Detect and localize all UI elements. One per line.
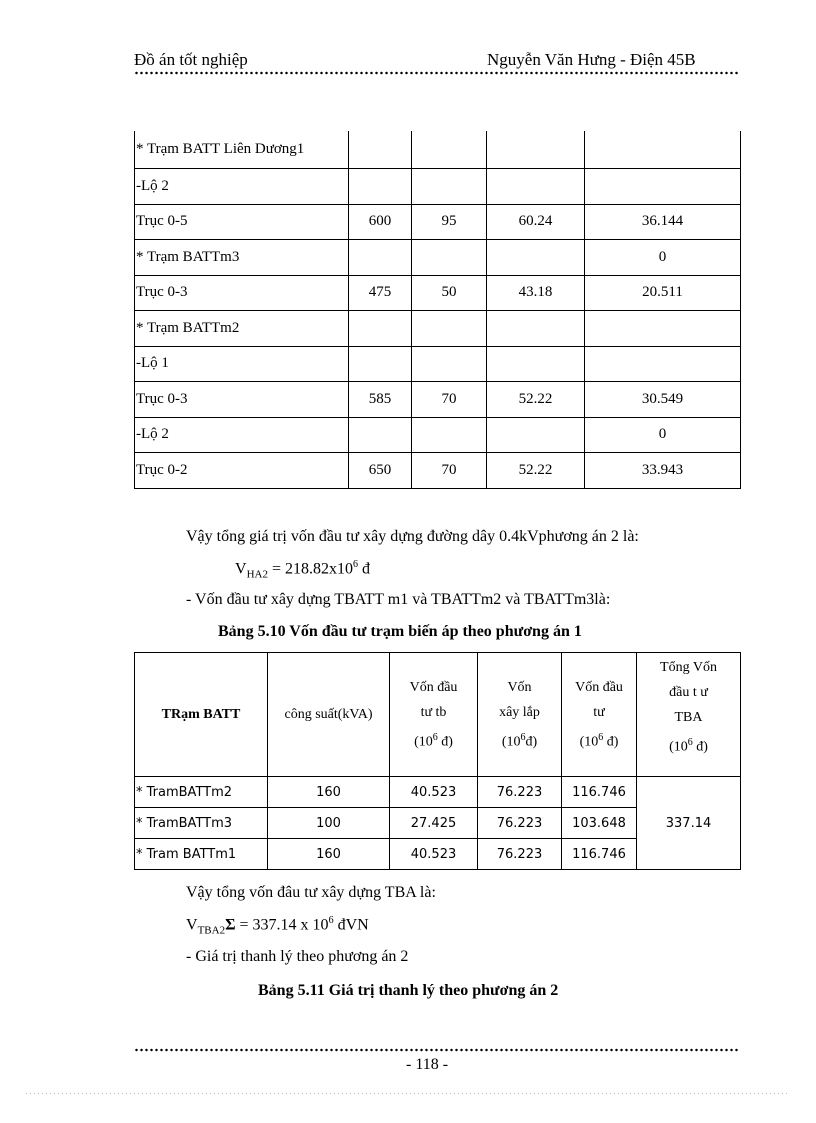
total-tba-text: Vậy tổng vốn đâu tư xây dựng TBA là:: [186, 884, 436, 901]
row-tb: 40.523: [390, 839, 478, 870]
row-grand-empty: [637, 839, 741, 870]
cell-c1: 475: [349, 275, 412, 311]
cell-c4: 0: [585, 417, 741, 453]
cell-c1: [349, 240, 412, 276]
cell-c4: [585, 311, 741, 347]
table-row: [135, 453, 741, 489]
table-row: [135, 204, 741, 240]
footer-dotted-rule: [134, 1048, 740, 1052]
page-bottom-edge: [26, 1093, 790, 1094]
row-total: 103.648: [562, 808, 637, 839]
cell-label: * Trạm BATT Liên Dương1: [135, 131, 349, 169]
cell-c2: [412, 131, 487, 169]
row-name: * TramBATTm3: [135, 808, 268, 839]
row-total: 116.746: [562, 839, 637, 870]
header-right-author: Nguyễn Văn Hưng - Điện 45B: [487, 50, 696, 69]
header-dotted-rule: [134, 71, 740, 75]
cell-c4: [585, 131, 741, 169]
cell-c1: [349, 169, 412, 205]
table-row: [135, 777, 741, 808]
header-cong-suat: công suất(kVA): [268, 653, 390, 777]
vtba2-formula: $V_{TBA2}\Sigma = 337.14$ x $10^6$ đVN: [186, 915, 369, 937]
cell-c2: [412, 311, 487, 347]
cell-c3: [487, 169, 585, 205]
header-von-xay-lap: Vốn xây lắp $(10^6đ)$: [478, 653, 562, 777]
cell-label: Trục 0-2: [135, 453, 349, 489]
table-row: [135, 169, 741, 205]
table-row: [135, 131, 741, 169]
table-caption-5-10: Bảng 5.10 Vốn đầu tư trạm biến áp theo phương án 1: [218, 623, 582, 640]
cell-c4: 33.943: [585, 453, 741, 489]
row-total: 116.746: [562, 777, 637, 808]
row-tb: 27.425: [390, 808, 478, 839]
row-kva: 100: [268, 808, 390, 839]
cell-label: -Lộ 1: [135, 346, 349, 382]
cell-label: * Trạm BATTm2: [135, 311, 349, 347]
table-row: [135, 808, 741, 839]
row-kva: 160: [268, 777, 390, 808]
cell-c4: [585, 169, 741, 205]
cell-label: * Trạm BATTm3: [135, 240, 349, 276]
header-von-dau-tu-tb: Vốn đầu tư tb ($10^6$ đ): [390, 653, 478, 777]
substation-investment-table: [134, 652, 741, 870]
cell-c2: 70: [412, 382, 487, 418]
vha2-formula: $V_{HA2} = 218.82x10^6$ đ: [235, 559, 370, 581]
header-von-dau-tu: Vốn đầu tư ($10^6$ đ): [562, 653, 637, 777]
header-left-title: Đồ án tốt nghiệp: [134, 50, 248, 69]
liquidation-value-text: - Giá trị thanh lý theo phương án 2: [186, 948, 409, 965]
header-tram-batt: TRạm BATT: [135, 653, 268, 777]
table-row: [135, 240, 741, 276]
cell-label: -Lộ 2: [135, 417, 349, 453]
cell-c1: [349, 346, 412, 382]
cell-c1: 585: [349, 382, 412, 418]
cell-c1: 650: [349, 453, 412, 489]
row-name: * TramBATTm2: [135, 777, 268, 808]
cost-table-0.4kv: [134, 131, 741, 489]
cell-c2: [412, 240, 487, 276]
row-xl: 76.223: [478, 839, 562, 870]
cell-label: Trục 0-5: [135, 204, 349, 240]
cell-c2: [412, 417, 487, 453]
cell-c3: [487, 131, 585, 169]
substation-investment-text: - Vốn đầu tư xây dựng TBATT m1 và TBATTm2 và TBATTm3là:: [186, 591, 611, 608]
cell-c1: [349, 311, 412, 347]
table-row: [135, 382, 741, 418]
cell-c3: [487, 311, 585, 347]
row-name: * Tram BATTm1: [135, 839, 268, 870]
cell-c4: 36.144: [585, 204, 741, 240]
cell-c4: 20.511: [585, 275, 741, 311]
page-number: - 118 -: [406, 1056, 449, 1073]
cell-c3: [487, 240, 585, 276]
table-caption-5-11: Bảng 5.11 Giá trị thanh lý theo phương án 2: [258, 982, 559, 999]
header-tong-von-tba: Tổng Vốn đầu t ư TBA ($10^6$ đ): [637, 653, 741, 777]
cell-c2: [412, 169, 487, 205]
row-xl: 76.223: [478, 777, 562, 808]
cell-label: -Lộ 2: [135, 169, 349, 205]
cell-c2: [412, 346, 487, 382]
cell-c1: [349, 417, 412, 453]
cell-c4: [585, 346, 741, 382]
table-row: [135, 346, 741, 382]
total-line-cost-text: Vậy tổng giá trị vốn đầu tư xây dựng đường dây 0.4kVphương án 2 là:: [186, 528, 639, 545]
cell-c4: 30.549: [585, 382, 741, 418]
cell-c3: 60.24: [487, 204, 585, 240]
table-row: [135, 417, 741, 453]
cell-c4: 0: [585, 240, 741, 276]
cell-c3: [487, 346, 585, 382]
cell-c1: 600: [349, 204, 412, 240]
cell-label: Trục 0-3: [135, 275, 349, 311]
row-kva: 160: [268, 839, 390, 870]
cell-label: Trục 0-3: [135, 382, 349, 418]
table-row: [135, 839, 741, 870]
grand-total-value: 337.14: [637, 808, 741, 839]
cell-c3: 43.18: [487, 275, 585, 311]
cell-c2: 70: [412, 453, 487, 489]
table-row: [135, 275, 741, 311]
cell-c3: 52.22: [487, 453, 585, 489]
cell-c2: 95: [412, 204, 487, 240]
row-tb: 40.523: [390, 777, 478, 808]
cell-c3: [487, 417, 585, 453]
cell-c3: 52.22: [487, 382, 585, 418]
row-grand-empty: [637, 777, 741, 808]
cell-c1: [349, 131, 412, 169]
table-row: [135, 311, 741, 347]
cell-c2: 50: [412, 275, 487, 311]
table-header-row: [135, 653, 741, 777]
row-xl: 76.223: [478, 808, 562, 839]
